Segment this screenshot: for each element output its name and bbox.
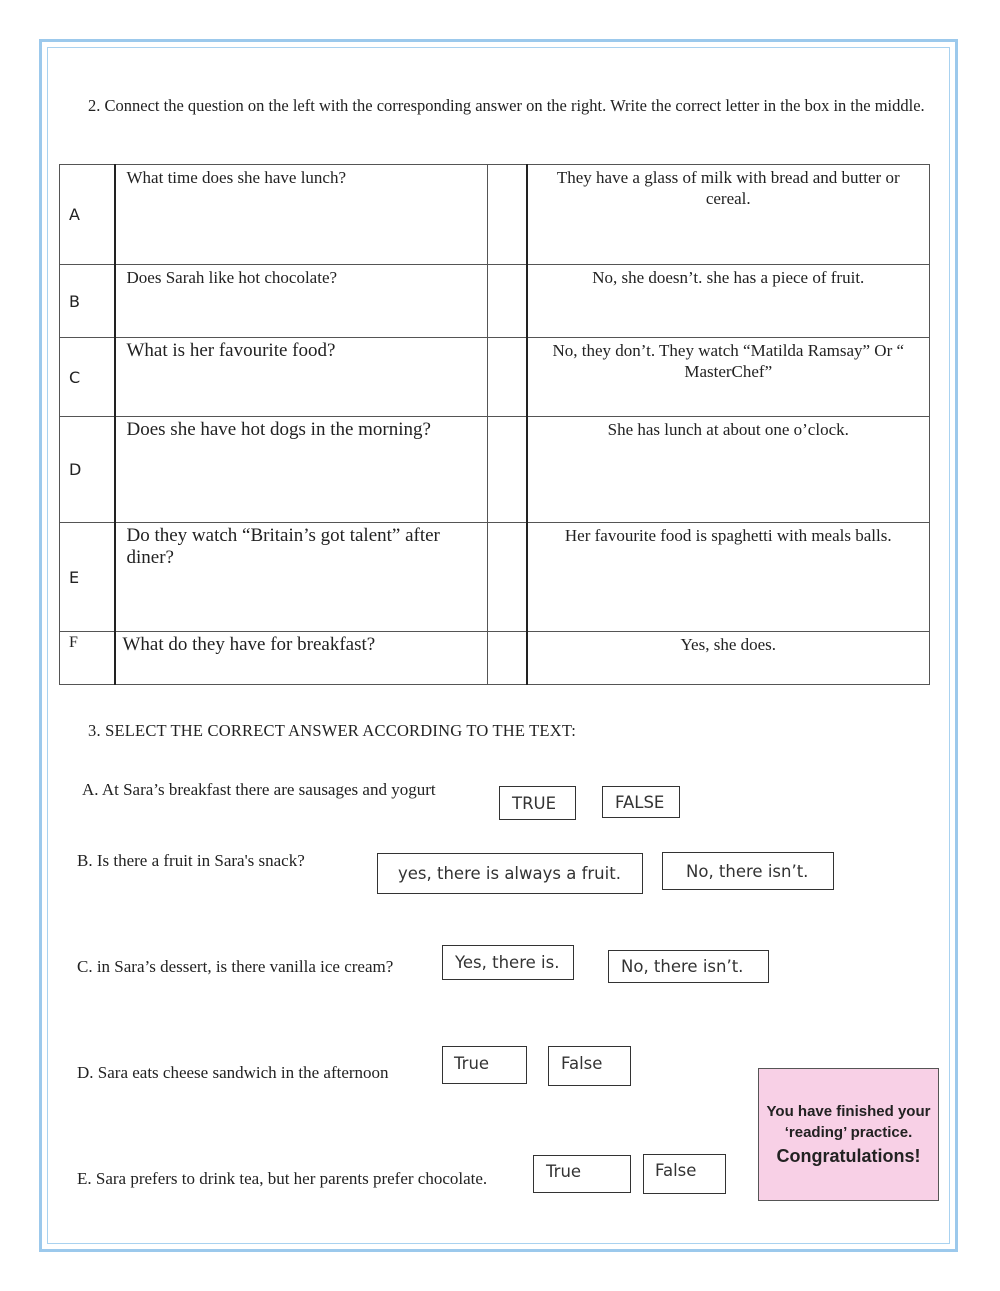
table-row xyxy=(60,265,930,338)
answer-cell: No, she doesn’t. she has a piece of fruit. xyxy=(527,265,930,338)
question-a: A. At Sara’s breakfast there are sausages and yogurt xyxy=(82,780,436,799)
congratulations-title: Congratulations! xyxy=(776,1145,921,1166)
table-row xyxy=(60,632,930,685)
question-d: D. Sara eats cheese sandwich in the afternoon xyxy=(77,1063,389,1082)
section2-instruction: 2. Connect the question on the left with the corresponding answer on the right. Write the correct letter in the box in the middle. xyxy=(88,96,925,115)
congratulations-box xyxy=(758,1068,939,1201)
answer-cell: She has lunch at about one o’clock. xyxy=(527,417,930,523)
question-b: B. Is there a fruit in Sara's snack? xyxy=(77,851,305,870)
answer-cell: They have a glass of milk with bread and butter or cereal. xyxy=(527,165,930,265)
answer-letter-box[interactable] xyxy=(488,417,527,523)
question-e: E. Sara prefers to drink tea, but her parents prefer chocolate. xyxy=(77,1169,488,1188)
question-cell: What is her favourite food? xyxy=(115,338,488,417)
option-false-button[interactable]: False xyxy=(643,1154,726,1194)
option-true-button[interactable]: TRUE xyxy=(499,786,576,820)
answer-letter-box[interactable] xyxy=(488,338,527,417)
option-yes-button[interactable]: yes, there is always a fruit. xyxy=(377,853,643,894)
question-cell: What do they have for breakfast? xyxy=(115,632,488,685)
section3-title: 3. SELECT THE CORRECT ANSWER ACCORDING TO THE TEXT: xyxy=(88,721,577,740)
row-letter: E xyxy=(60,523,115,632)
option-false-button[interactable]: FALSE xyxy=(602,786,680,818)
row-letter: A xyxy=(60,165,115,265)
row-letter: F xyxy=(60,632,115,685)
answer-cell: Her favourite food is spaghetti with meals balls. xyxy=(527,523,930,632)
option-yes-button[interactable]: Yes, there is. xyxy=(442,945,574,980)
question-cell: What time does she have lunch? xyxy=(115,165,488,265)
row-letter: B xyxy=(60,265,115,338)
option-true-button[interactable]: True xyxy=(533,1155,631,1193)
answer-cell: No, they don’t. They watch “Matilda Ramsay” Or “ MasterChef” xyxy=(527,338,930,417)
answer-letter-box[interactable] xyxy=(488,265,527,338)
question-cell: Does she have hot dogs in the morning? xyxy=(115,417,488,523)
question-cell: Do they watch “Britain’s got talent” after diner? xyxy=(115,523,488,632)
question-cell: Does Sarah like hot chocolate? xyxy=(115,265,488,338)
table-row xyxy=(60,338,930,417)
matching-table xyxy=(59,164,930,685)
question-c: C. in Sara’s dessert, is there vanilla ice cream? xyxy=(77,957,394,976)
option-no-button[interactable]: No, there isn’t. xyxy=(608,950,769,983)
answer-cell: Yes, she does. xyxy=(527,632,930,685)
row-letter: C xyxy=(60,338,115,417)
congratulations-message: You have finished your ‘reading’ practice. xyxy=(766,1102,931,1141)
option-false-button[interactable]: False xyxy=(548,1046,631,1086)
row-letter: D xyxy=(60,417,115,523)
table-row xyxy=(60,417,930,523)
table-row xyxy=(60,523,930,632)
answer-letter-box[interactable] xyxy=(488,523,527,632)
option-no-button[interactable]: No, there isn’t. xyxy=(662,852,834,890)
answer-letter-box[interactable] xyxy=(488,165,527,265)
answer-letter-box[interactable] xyxy=(488,632,527,685)
table-row xyxy=(60,165,930,265)
option-true-button[interactable]: True xyxy=(442,1046,527,1084)
